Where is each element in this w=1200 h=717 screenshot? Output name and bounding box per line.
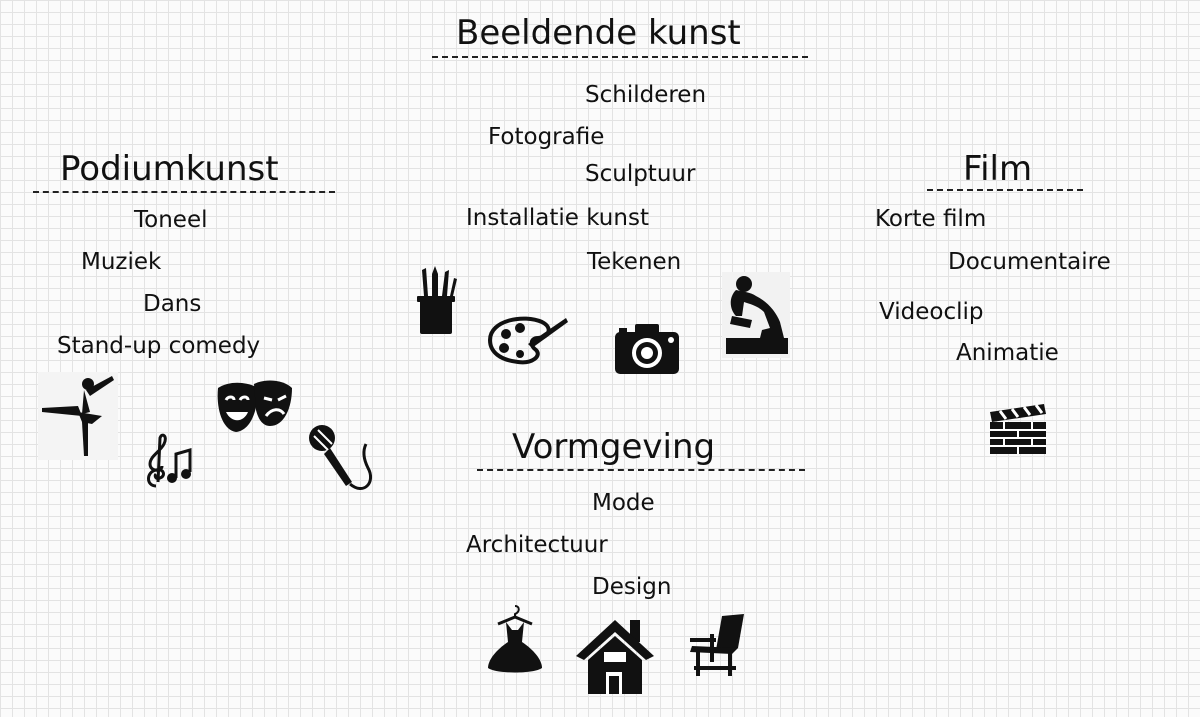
- item-schilderen: Schilderen: [585, 82, 707, 108]
- item-dans: Dans: [143, 291, 202, 317]
- heading-beeldende-kunst: Beeldende kunst: [456, 13, 741, 53]
- item-tekenen: Tekenen: [587, 249, 682, 275]
- palette-icon: [484, 310, 570, 366]
- clapperboard-icon: [988, 402, 1048, 456]
- item-korte-film: Korte film: [875, 206, 987, 232]
- item-videoclip: Videoclip: [879, 299, 984, 325]
- dress-icon: [484, 604, 546, 676]
- item-toneel: Toneel: [134, 207, 208, 233]
- camera-icon: [613, 322, 681, 376]
- microphone-icon: [306, 422, 378, 496]
- item-architectuur: Architectuur: [466, 532, 608, 558]
- item-animatie: Animatie: [956, 340, 1059, 366]
- house-icon: [574, 614, 656, 696]
- heading-vormgeving: Vormgeving: [512, 427, 716, 467]
- ballet-dancer-icon: [38, 372, 118, 460]
- theater-masks-icon: [214, 378, 294, 436]
- item-installatie-kunst: Installatie kunst: [466, 205, 649, 231]
- heading-film: Film: [963, 149, 1033, 189]
- item-documentaire: Documentaire: [948, 249, 1111, 275]
- music-notes-icon: [142, 432, 196, 490]
- chair-icon: [688, 612, 750, 678]
- heading-underline: [33, 191, 335, 193]
- thinker-statue-icon: [722, 272, 790, 358]
- item-design: Design: [592, 574, 672, 600]
- heading-podiumkunst: Podiumkunst: [60, 149, 279, 189]
- heading-underline: [477, 469, 805, 471]
- item-stand-up-comedy: Stand-up comedy: [57, 333, 261, 359]
- heading-underline: [432, 56, 808, 58]
- item-mode: Mode: [592, 490, 655, 516]
- item-fotografie: Fotografie: [488, 124, 605, 150]
- brushes-pot-icon: [412, 264, 460, 336]
- heading-underline: [927, 189, 1083, 191]
- item-sculptuur: Sculptuur: [585, 161, 696, 187]
- item-muziek: Muziek: [81, 249, 162, 275]
